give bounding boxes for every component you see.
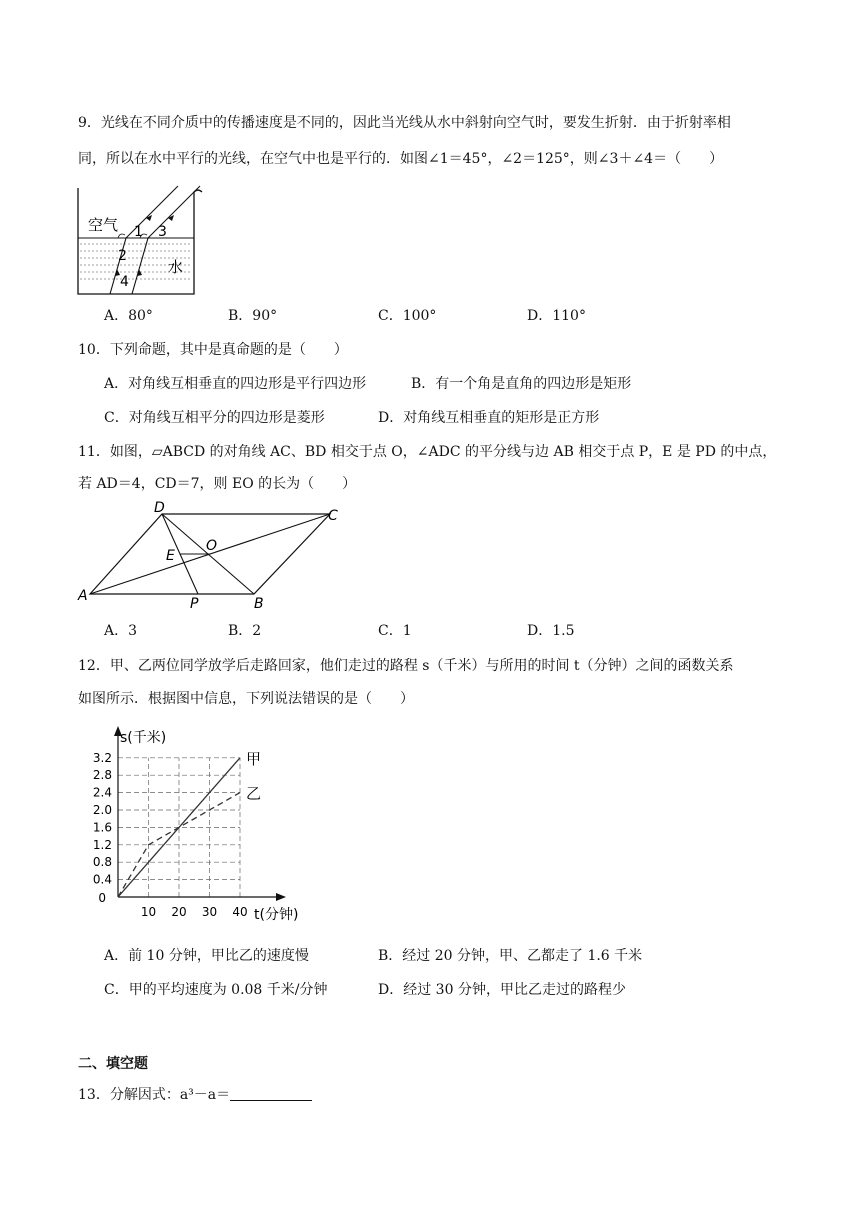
- point-a-label: A: [78, 588, 88, 604]
- x-tick-label: 20: [171, 905, 187, 919]
- x-tick-label: 40: [232, 905, 248, 919]
- y-tick-label: 0.8: [92, 855, 112, 870]
- point-d-label: D: [154, 500, 165, 516]
- x-tick-label: 30: [201, 905, 218, 919]
- q11-option-d: D．1.5: [527, 623, 575, 639]
- q12-chart: [84, 722, 314, 928]
- y-tick-label: 3.2: [92, 750, 112, 765]
- section-title: 二、填空题: [78, 1056, 148, 1072]
- q12-option-c: C．甲的平均速度为 0.08 千米/分钟: [104, 982, 328, 998]
- q10-stem: 10．下列命题，其中是真命题的是（ ）: [78, 342, 348, 358]
- q12-line2: 如图所示．根据图中信息，下列说法错误的是（ ）: [78, 691, 414, 707]
- point-b-label: B: [254, 596, 264, 612]
- q10-option-c: C．对角线互相平分的四边形是菱形: [104, 410, 325, 426]
- series-label-1: 甲: [246, 749, 262, 768]
- y-axis-label: s(千米): [120, 730, 167, 746]
- q11-option-c: C．1: [378, 623, 412, 639]
- y-tick-label: 1.2: [92, 837, 112, 852]
- x-tick-label: 10: [140, 905, 157, 919]
- q9-option-b: B．90°: [228, 308, 278, 324]
- series-label-2: 乙: [246, 784, 262, 803]
- q9-line1: 9．光线在不同介质中的传播速度是不同的，因此当光线从水中斜射向空气时，要发生折射．由于折射率相: [78, 115, 731, 131]
- q11-option-b: B．2: [228, 623, 262, 639]
- origin-label: 0: [98, 891, 106, 905]
- q12-option-a: A．前 10 分钟，甲比乙的速度慢: [104, 948, 309, 964]
- x-axis-arrow: [276, 893, 286, 901]
- q11-line2: 若 AD＝4，CD＝7，则 EO 的长为（ ）: [78, 476, 357, 492]
- q9-line2: 同，所以在水中平行的光线，在空气中也是平行的．如图∠1＝45°，∠2＝125°，则∠3＋∠4＝（ ）: [78, 151, 724, 167]
- point-c-label: C: [328, 508, 338, 524]
- x-axis-label: t(分钟): [254, 907, 299, 923]
- q13: [78, 1084, 312, 1104]
- q12-option-d: D．经过 30 分钟，甲比乙走过的路程少: [378, 982, 626, 998]
- angle-4-label: 4: [120, 274, 129, 290]
- q11-line1: 11．如图，▱ABCD 的对角线 AC、BD 相交于点 O，∠ADC 的平分线与边 AB 相交于点 P，E 是 PD 的中点，: [78, 444, 777, 460]
- q11-option-a: A．3: [104, 623, 138, 639]
- y-tick-label: 2.0: [92, 803, 112, 817]
- q12-line1: 12．甲、乙两位同学放学后走路回家，他们走过的路程 s（千米）与所用的时间 t（分钟）之间的函数关系: [78, 658, 734, 674]
- q10-option-a: A．对角线互相垂直的四边形是平行四边形: [104, 376, 367, 392]
- point-o-label: O: [206, 538, 218, 554]
- y-tick-label: 0.4: [92, 872, 112, 887]
- q11-figure: [74, 496, 354, 614]
- y-tick-label: 1.6: [92, 820, 112, 835]
- point-e-label: E: [166, 548, 175, 564]
- y-tick-label: 2.4: [92, 785, 112, 800]
- q10-option-d: D．对角线互相垂直的矩形是正方形: [378, 410, 600, 426]
- angle-1-label: 1: [134, 224, 143, 240]
- air-label: 空气: [88, 216, 119, 234]
- point-p-label: P: [190, 596, 199, 612]
- water-label: 水: [168, 258, 184, 276]
- q9-option-d: D．110°: [527, 308, 586, 324]
- q12-option-b: B．经过 20 分钟，甲、乙都走了 1.6 千米: [378, 948, 643, 964]
- q10-option-b: B．有一个角是直角的四边形是矩形: [411, 376, 632, 392]
- answer-blank[interactable]: [230, 1086, 312, 1101]
- q9-figure: [74, 180, 214, 298]
- q9-option-c: C．100°: [378, 308, 437, 324]
- angle-2-label: 2: [118, 248, 127, 264]
- angle-3-label: 3: [158, 224, 167, 240]
- y-tick-label: 2.8: [92, 768, 112, 783]
- q13-text: 13．分解因式：a³－a＝: [78, 1087, 231, 1103]
- q9-option-a: A．80°: [104, 308, 153, 324]
